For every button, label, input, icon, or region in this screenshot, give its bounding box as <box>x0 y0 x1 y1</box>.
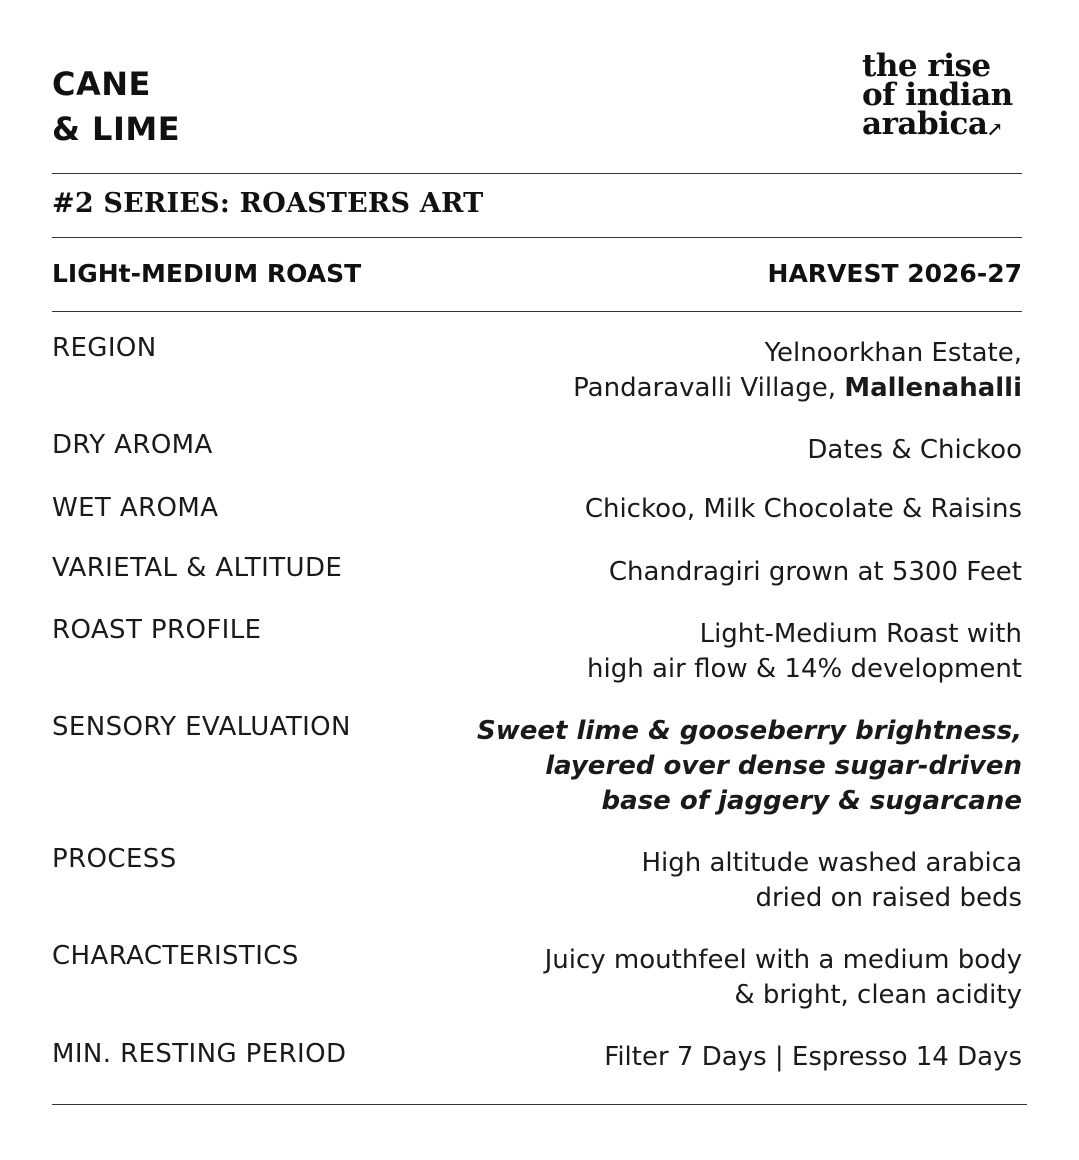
sensory-evaluation-value <box>477 714 1022 819</box>
resting-period-label: MIN. RESTING PERIOD <box>52 1039 347 1069</box>
dry-aroma-label: DRY AROMA <box>52 430 213 460</box>
region-town: Mallenahalli <box>844 373 1022 403</box>
product-name-line-2: & LIME <box>52 110 181 148</box>
process-value <box>641 846 1022 916</box>
roast-profile-value-line-2: high air flow & 14% development <box>587 654 1022 684</box>
dry-aroma-value <box>807 433 1022 468</box>
sensory-evaluation-value-line-3: base of jaggery & sugarcane <box>601 786 1022 816</box>
dry-aroma-value-line-1: Dates & Chickoo <box>807 435 1022 465</box>
roast-profile-value-line-1: Light-Medium Roast with <box>699 619 1022 649</box>
characteristics-label: CHARACTERISTICS <box>52 941 299 971</box>
process-value-line-1: High altitude washed arabica <box>641 848 1022 878</box>
arrow-mark-icon: ↗ <box>986 117 1003 141</box>
region-value-line-2 <box>573 371 1022 406</box>
divider-roast <box>52 311 1022 312</box>
process-label: PROCESS <box>52 844 177 874</box>
process-value-line-2: dried on raised beds <box>755 883 1022 913</box>
sensory-evaluation-label: SENSORY EVALUATION <box>52 712 351 742</box>
wet-aroma-value-line-1: Chickoo, Milk Chocolate & Raisins <box>584 494 1022 524</box>
product-name-line-1: CANE <box>52 65 151 103</box>
region-village: Pandaravalli Village, <box>573 373 845 403</box>
region-label: REGION <box>52 333 157 363</box>
varietal-altitude-label: VARIETAL & ALTITUDE <box>52 553 343 583</box>
region-value-line-1: Yelnoorkhan Estate, <box>764 338 1022 368</box>
resting-period-value-line-1: Filter 7 Days | Espresso 14 Days <box>604 1042 1022 1072</box>
wet-aroma-label: WET AROMA <box>52 493 219 523</box>
varietal-altitude-value <box>609 555 1022 590</box>
wet-aroma-value <box>585 492 1022 527</box>
sensory-evaluation-value-line-1: Sweet lime & gooseberry brightness, <box>476 716 1022 746</box>
roast-level: LIGHt-MEDIUM ROAST <box>52 259 362 288</box>
roast-profile-value <box>587 617 1022 687</box>
brand-logo <box>862 48 1032 144</box>
brand-logo-line-1: the rise <box>862 48 991 84</box>
divider-series <box>52 237 1022 238</box>
resting-period-value <box>604 1040 1022 1075</box>
roast-profile-label: ROAST PROFILE <box>52 615 262 645</box>
series-title: #2 SERIES: ROASTERS ART <box>52 188 484 219</box>
divider-top <box>52 173 1022 174</box>
varietal-altitude-value-line-1: Chandragiri grown at 5300 Feet <box>608 557 1022 587</box>
characteristics-value <box>545 943 1022 1013</box>
divider-bottom <box>52 1104 1027 1105</box>
characteristics-value-line-1: Juicy mouthfeel with a medium body <box>544 945 1022 975</box>
sensory-evaluation-value-line-2: layered over dense sugar-driven <box>545 751 1022 781</box>
brand-logo-line-2: of indian <box>862 77 1013 113</box>
brand-logo-line-3-text: arabica <box>862 106 988 142</box>
harvest-year: HARVEST 2026-27 <box>767 259 1022 288</box>
brand-logo-line-3 <box>862 106 1032 144</box>
characteristics-value-line-2: & bright, clean acidity <box>734 980 1022 1010</box>
product-name <box>52 62 180 152</box>
region-value <box>573 336 1022 406</box>
